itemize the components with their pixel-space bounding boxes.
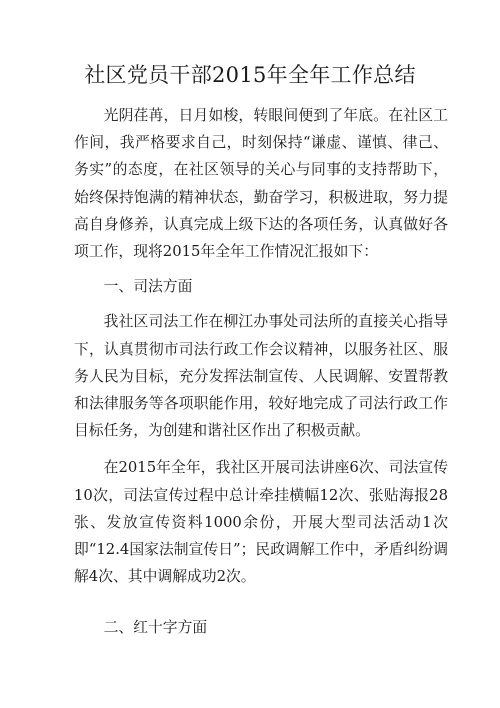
document-title: 社区党员干部2015年全年工作总结 <box>84 63 416 87</box>
intro-paragraph: 光阴荏苒，日月如梭，转眼间便到了年底。在社区工作间，我严格要求自己，时刻保持“谦虚、谨慎、律己、务实”的态度，在社区领导的关心与同事的支持帮助下，始终保持饱满的精神状态，勤奋学习，积极进取，努力提高自身修养，认真完成上级下达的各项任务，认真做好各项工作，现将2015年全年工作情况汇报如下： <box>74 107 448 261</box>
judicial-paragraph-2: 在2015年全年，我社区开展司法讲座6次、司法宣传10次，司法宣传过程中总计牵挂横幅12次、张贴海报28张、发放宣传资料1000余份，开展大型司法活动1次即“12.4国家法制宣传日”；民政调解工作中，矛盾纠纷调解4次、其中调解成功2次。 <box>74 459 448 586</box>
section-heading-judicial: 一、司法方面 <box>103 278 193 296</box>
judicial-paragraph-1: 我社区司法工作在柳江办事处司法所的直接关心指导下，认真贯彻市司法行政工作会议精神，以服务社区、服务人民为目标，充分发挥法制宣传、人民调解、安置帮教和法律服务等各项职能作用，较好地完成了司法行政工作目标任务，为创建和谐社区作出了积极贡献。 <box>74 313 448 440</box>
section-heading-red-cross: 二、红十字方面 <box>103 619 208 637</box>
